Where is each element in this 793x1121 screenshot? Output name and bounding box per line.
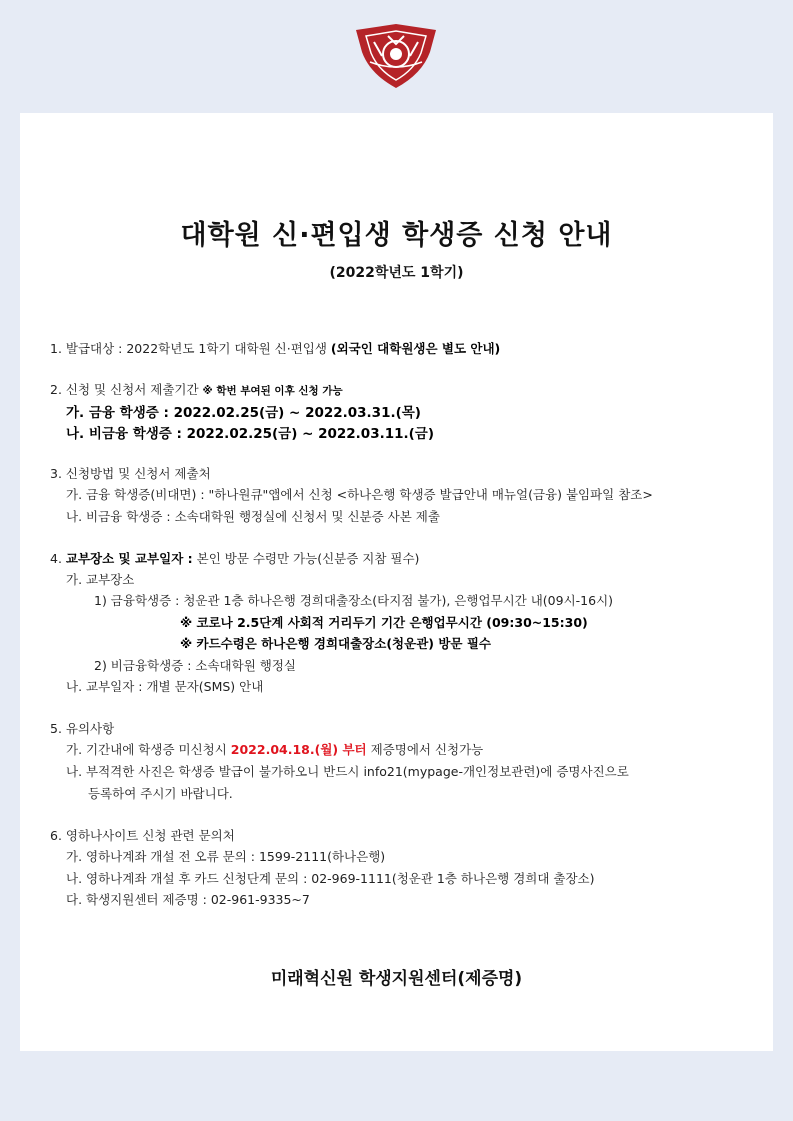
section-5-item-b-line1: 나. 부적격한 사진은 학생증 발급이 불가하오니 반드시 info21(mypage-개인정보관련)에 증명사진으로 <box>66 764 629 779</box>
notice-page <box>20 113 773 1051</box>
section-5-item-b-line2: 등록하여 주시기 바랍니다. <box>88 786 233 801</box>
section-2-note: ※ 학번 부여된 이후 신청 가능 <box>202 385 343 397</box>
section-1 <box>50 339 500 357</box>
section-4-item-b: 나. 교부일자 : 개별 문자(SMS) 안내 <box>66 679 264 694</box>
section-5-a-prefix: 가. 기간내에 학생증 미신청시 <box>66 742 231 757</box>
section-4-rest: 본인 방문 수령만 가능(신분증 지참 필수) <box>192 551 420 566</box>
section-4-item-a2: 2) 비금융학생증 : 소속대학원 행정실 <box>94 658 296 673</box>
section-6-heading: 6. 영하나사이트 신청 관련 문의처 <box>50 828 235 843</box>
section-3-item-b: 나. 비금융 학생증 : 소속대학원 행정실에 신청서 및 신분증 사본 제출 <box>66 509 440 524</box>
section-6-item-a: 가. 영하나계좌 개설 전 오류 문의 : 1599-2111(하나은행) <box>66 849 386 864</box>
section-2-item-b: 나. 비금융 학생증 : 2022.02.25(금) ~ 2022.03.11.(금) <box>66 426 435 442</box>
section-4-number: 4. <box>50 551 66 566</box>
section-4-heading <box>50 549 419 567</box>
section-4-bold-heading: 교부장소 및 교부일자 : <box>65 551 193 566</box>
issuer-footer: 미래혁신원 학생지원센터(제증명) <box>270 969 523 989</box>
page-subtitle: (2022학년도 1학기) <box>329 265 464 281</box>
section-3-item-a: 가. 금융 학생증(비대면) : "하나원큐"앱에서 신청 <하나은행 학생증 발급안내 매뉴얼(금융) 붙임파일 참조> <box>66 487 653 502</box>
section-5-heading: 5. 유의사항 <box>50 721 115 736</box>
section-4-item-a1: 1) 금융학생증 : 청운관 1층 하나은행 경희대출장소(타지점 불가), 은행업무시간 내(09시-16시) <box>94 593 614 608</box>
section-5-item-a <box>66 740 483 758</box>
section-5-a-date: 2022.04.18.(월) 부터 <box>230 742 367 757</box>
university-seal-logo <box>352 22 440 90</box>
section-1-bold-note: (외국인 대학원생은 별도 안내) <box>330 341 501 356</box>
section-6-item-b: 나. 영하나계좌 개설 후 카드 신청단계 문의 : 02-969-1111(청운관 1층 하나은행 경희대 출장소) <box>66 871 595 886</box>
page-title: 대학원 신·편입생 학생증 신청 안내 <box>180 220 613 251</box>
section-5-a-suffix: 제증명에서 신청가능 <box>366 742 484 757</box>
section-2-text: 2. 신청 및 신청서 제출기간 <box>50 382 203 397</box>
section-2-item-a: 가. 금융 학생증 : 2022.02.25(금) ~ 2022.03.31.(목) <box>66 405 421 421</box>
section-4-item-a: 가. 교부장소 <box>66 572 135 587</box>
section-4-note-2: ※ 카드수령은 하나은행 경희대출장소(청운관) 방문 필수 <box>180 636 491 651</box>
section-4-note-1: ※ 코로나 2.5단계 사회적 거리두기 기간 은행업무시간 (09:30~15:30) <box>180 615 588 630</box>
section-6-item-c: 다. 학생지원센터 제증명 : 02-961-9335~7 <box>66 892 310 907</box>
section-2-heading <box>50 380 343 398</box>
section-1-text: 1. 발급대상 : 2022학년도 1학기 대학원 신·편입생 <box>50 341 331 356</box>
section-3-heading: 3. 신청방법 및 신청서 제출처 <box>50 466 211 481</box>
